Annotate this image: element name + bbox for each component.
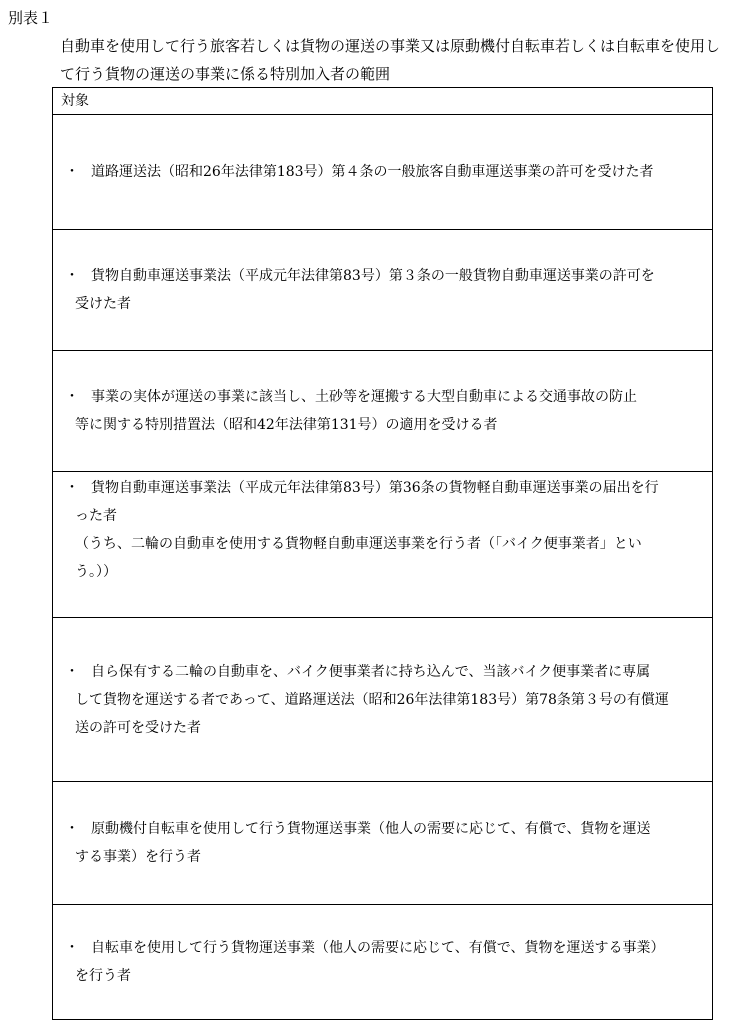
- table-row: [52, 904, 713, 1020]
- row-line-text: 事業の実体が運送の事業に該当し、土砂等を運搬する大型自動車による交通事故の防止: [91, 389, 637, 405]
- row-line: [65, 158, 706, 186]
- row-line-text: 自転車を使用して行う貨物運送事業（他人の需要に応じて、有償で、貨物を運送する事業）: [91, 940, 665, 956]
- row-line: 受けた者: [75, 296, 131, 312]
- bullet-icon: ・: [65, 268, 79, 284]
- row-text: [53, 474, 712, 586]
- row-line: [65, 815, 706, 843]
- row-line-text: 貨物自動車運送事業法（平成元年法律第83号）第３条の一般貨物自動車運送事業の許可を: [91, 268, 655, 284]
- row-line: [65, 934, 706, 962]
- row-line: [65, 474, 706, 502]
- row-text: [53, 934, 712, 990]
- document-title: 自動車を使用して行う旅客若しくは貨物の運送の事業又は原動機付自転車若しくは自転車を使用して行う貨物の運送の事業に係る特別加入者の範囲: [60, 37, 721, 83]
- row-line: 等に関する特別措置法（昭和42年法律第131号）の適用を受ける者: [75, 417, 498, 433]
- row-line: （うち、二輪の自動車を使用する貨物軽自動車運送事業を行う者（「バイク便事業者」とい: [75, 536, 642, 552]
- document-label: 別表１: [8, 9, 54, 27]
- table-row: [52, 471, 713, 618]
- table-header: [52, 87, 713, 115]
- row-text: [53, 383, 712, 439]
- row-line-text: 自ら保有する二輪の自動車を、バイク便事業者に持ち込んで、当該バイク便事業者に専属: [91, 663, 651, 680]
- table-header-label: 対象: [61, 93, 89, 109]
- bullet-icon: ・: [65, 821, 79, 837]
- row-text: [53, 815, 712, 871]
- row-text: [53, 262, 712, 318]
- row-line: [65, 262, 706, 290]
- row-line: [65, 383, 706, 411]
- table-row: [52, 350, 713, 472]
- row-text: [53, 658, 712, 742]
- row-line: う。））: [75, 564, 117, 580]
- row-line: [65, 658, 706, 686]
- table-row: [52, 114, 713, 230]
- bullet-icon: ・: [65, 389, 79, 405]
- bullet-icon: ・: [65, 663, 79, 680]
- bullet-icon: ・: [65, 164, 79, 180]
- row-line-text: 貨物自動車運送事業法（平成元年法律第83号）第36条の貨物軽自動車運送事業の届出を行: [91, 480, 659, 496]
- row-line: 送の許可を受けた者: [75, 719, 201, 736]
- row-line: する事業）を行う者: [75, 849, 201, 865]
- table-row: [52, 229, 713, 351]
- row-line-text: 原動機付自転車を使用して行う貨物運送事業（他人の需要に応じて、有償で、貨物を運送: [91, 821, 651, 837]
- row-line-text: 道路運送法（昭和26年法律第183号）第４条の一般旅客自動車運送事業の許可を受けた者: [91, 164, 654, 180]
- table-row: [52, 617, 713, 782]
- row-text: [53, 158, 712, 186]
- bullet-icon: ・: [65, 940, 79, 956]
- row-line: して貨物を運送する者であって、道路運送法（昭和26年法律第183号）第78条第３号の有償運: [75, 691, 669, 708]
- row-line: を行う者: [75, 968, 131, 984]
- bullet-icon: ・: [65, 480, 79, 496]
- row-line: った者: [75, 508, 117, 524]
- table-row: [52, 781, 713, 905]
